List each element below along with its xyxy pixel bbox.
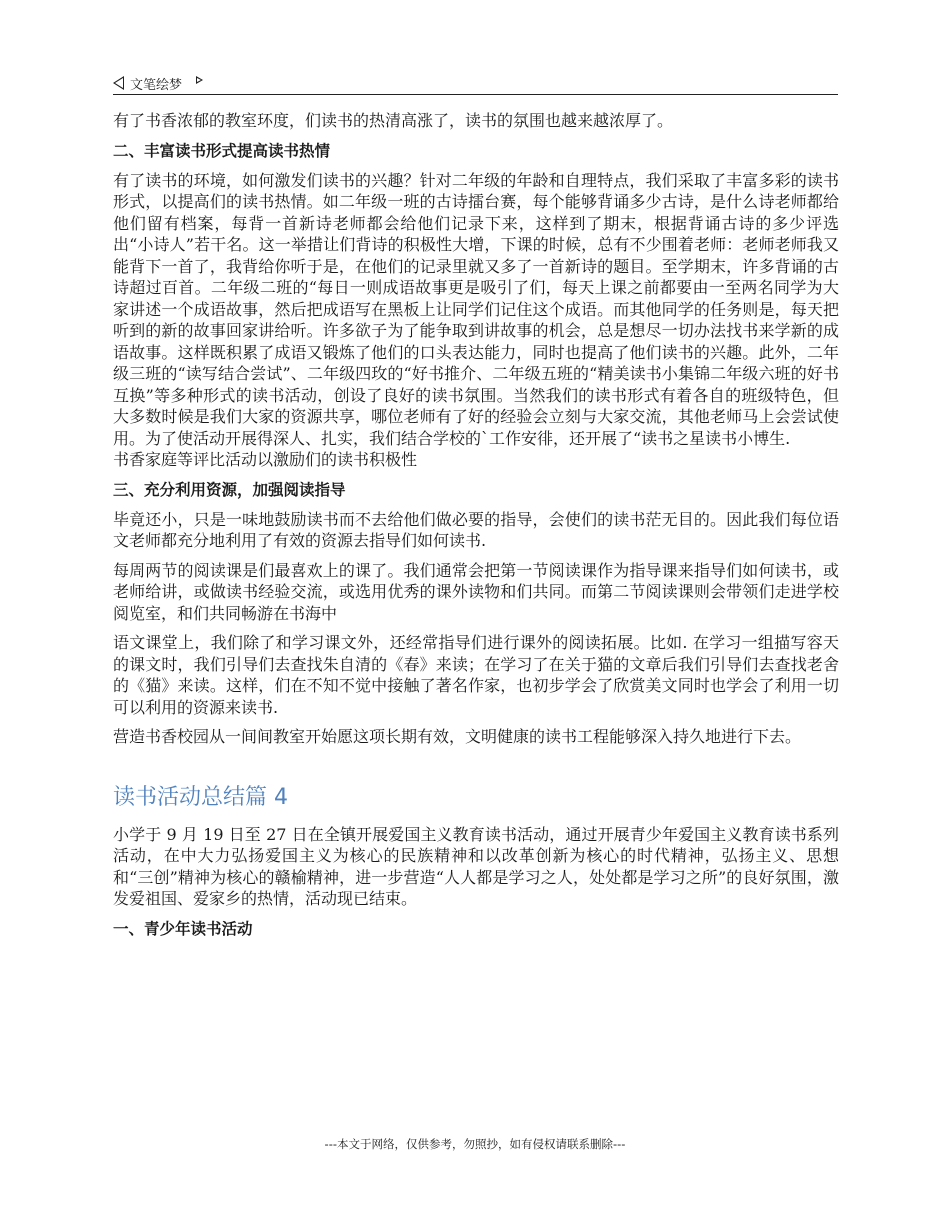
document-body — [113, 110, 839, 948]
paragraph-chinese-class: 语文课堂上，我们除了和学习课文外，还经常指导们进行课外的阅读拓展。比如. 在学习一组描写容天的课文时，我们引导们去查找朱自清的《春》来读；在学习了在关于猫的文章后我们引导们去查找老舍的《猫》来读。这样，们在不知不觉中接触了著名作家，也初步学会了欣赏美文同时也学会了利用一切可以利用的资源来读书. — [113, 633, 839, 717]
paragraph-reading-class: 每周两节的阅读课是们最喜欢上的课了。我们通常会把第一节阅读课作为指导课来指导们如何读书，或老师给讲，或做读书经验交流，或选用优秀的课外读物和们共同。而第二节阅读课则会带领们走进学校阅览室，和们共同畅游在书海中 — [113, 560, 839, 623]
right-triangle-icon — [196, 76, 203, 84]
header-title: 文笔绘梦 — [130, 77, 183, 93]
section-heading-2: 二、丰富读书形式提高读书热情 — [113, 141, 331, 160]
paragraph-guidance: 毕竟还小，只是一味地鼓励读书而不去给他们做必要的指导，会使们的读书茫无目的。因此我们每位语文老师都充分地利用了有效的资源去指导们如何读书. — [113, 509, 839, 550]
page-footer: ---本文于网络，仅供参考，勿照抄，如有侵权请联系删除--- — [324, 1137, 626, 1151]
article-title: 读书活动总结篇 4 — [113, 784, 288, 810]
left-triangle-icon — [113, 76, 124, 90]
paragraph-reading-forms-end: 书香家庭等评比活动以激励们的读书积极性 — [113, 450, 418, 469]
section-heading-3: 三、充分利用资源，加强阅读指导 — [113, 480, 346, 499]
paragraph-conclusion: 营造书香校园从一间间教室开始愿这项长期有效，文明健康的读书工程能够深入持久地进行下去。 — [113, 727, 802, 746]
page-header — [113, 72, 838, 95]
section-heading-1: 一、青少年读书活动 — [113, 919, 253, 938]
paragraph-intro: 有了书香浓郁的教室环度，们读书的热清高涨了，读书的氛围也越来越浓厚了。 — [113, 111, 674, 130]
paragraph-reading-forms: 有了读书的环境，如何激发们读书的兴趣？针对二年级的年龄和自理特点，我们采取了丰富多彩的读书形式，以提高们的读书热情。如二年级一班的古诗擂台赛，每个能够背诵多少古诗，是什么诗老师都给他们留有档案，每背一首新诗老师都会给他们记录下来，这样到了期末，根据背诵古诗的多少评选出“小诗人”若干名。这一举措让们背诗的积极性大增，下课的时候，总有不少围着老师：老师老师我又能背下一首了，我背给你听于是，在他们的记录里就又多了一首新诗的题目。至学期末，许多背诵的古诗超过百首。二年级二班的“每日一则成语故事更是吸引了们，每天上课之前都要由一至两名同学为大家讲述一个成语故事，然后把成语写在黑板上让同学们记住这个成语。而其他同学的任务则是，每天把听到的新的故事回家讲给听。许多欲子为了能争取到讲故事的机会，总是想尽一切办法找书来学新的成语故事。这样既积累了成语又锻炼了他们的口头表达能力，同时也提高了他们读书的兴趣。此外，二年级三班的“读写结合尝试”、二年级四玫的“好书推介、二年级五班的“精美读书小集锦二年级六班的好书互换”等多种形式的读书活动，创设了良好的读书氛围。当然我们的读书形式有着各自的班级特色，但大多数时候是我们大家的资源共享，哪位老师有了好的经验会立刻与大家交流，其他老师马上会尝试使用。为了使活动开展得深人、扎实，我们结合学校的`工作安徘，还开展了“读书之星读书小博生. — [113, 170, 839, 448]
paragraph-summary-intro: 小学于 9 月 19 日至 27 日在全镇开展爱国主义教育读书活动，通过开展青少年爱国主义教育读书系列活动，在中大力弘扬爱国主义为核心的民族精神和以改革创新为核心的时代精神，弘扬主义、思想和“三创”精神为核心的赣榆精神，进一步营造“人人都是学习之人，处处都是学习之所”的良好氛围，激发爱祖国、爱家乡的热情，活动现已结束。 — [113, 824, 839, 908]
